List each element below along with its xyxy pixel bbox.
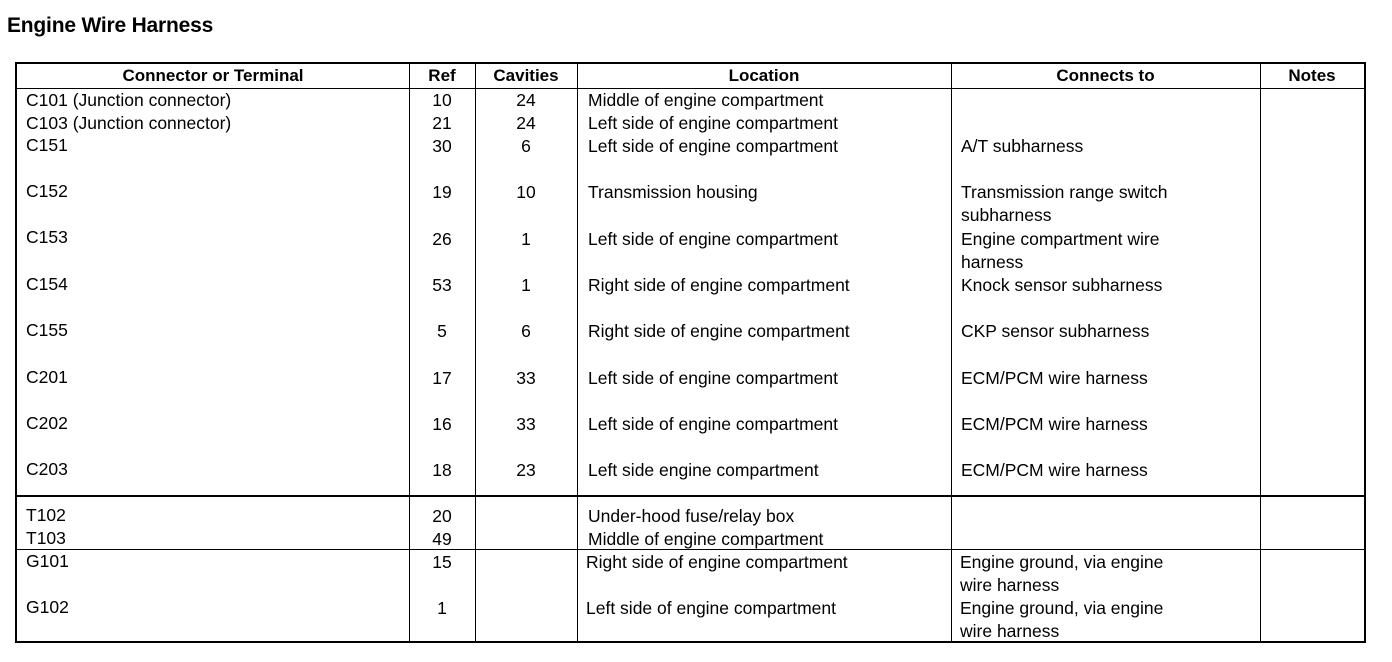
cell-connects-to: Transmission range switch	[961, 182, 1168, 202]
harness-table	[15, 62, 1366, 643]
header-notes: Notes	[1288, 66, 1336, 85]
cell-location: Left side of engine compartment	[588, 229, 839, 249]
cell-ref: 16	[432, 414, 452, 434]
cell-location: Middle of engine compartment	[588, 90, 824, 110]
cell-cavities: 10	[516, 182, 536, 202]
cell-cavities: 33	[516, 414, 536, 434]
cell-location: Left side of engine compartment	[588, 113, 839, 133]
cell-ref: 1	[437, 598, 447, 618]
cell-location: Left side of engine compartment	[586, 598, 837, 618]
column-divider	[1260, 64, 1261, 641]
cell-connector: C155	[26, 320, 68, 340]
cell-connector: T103	[26, 528, 66, 548]
cell-connects-to: Engine compartment wire	[961, 229, 1160, 249]
cell-connects-to: ECM/PCM wire harness	[961, 460, 1148, 480]
header-connects-to: Connects to	[1056, 66, 1155, 85]
cell-connector: C101 (Junction connector)	[26, 90, 232, 110]
cell-cavities: 1	[521, 229, 531, 249]
column-divider	[577, 64, 578, 641]
cell-ref: 49	[432, 529, 452, 549]
cell-connects-to-line2: wire harness	[960, 575, 1060, 595]
cell-connects-to: Engine ground, via engine	[960, 552, 1164, 572]
header-cavities: Cavities	[493, 66, 559, 85]
cell-connects-to: A/T subharness	[961, 136, 1084, 156]
cell-ref: 21	[432, 113, 452, 133]
cell-ref: 5	[437, 321, 447, 341]
cell-location: Left side engine compartment	[588, 460, 819, 480]
cell-cavities: 24	[516, 90, 536, 110]
cell-connector: C154	[26, 274, 68, 294]
cell-location: Left side of engine compartment	[588, 368, 839, 388]
cell-cavities: 23	[516, 460, 536, 480]
cell-connects-to: ECM/PCM wire harness	[961, 368, 1148, 388]
cell-ref: 19	[432, 182, 452, 202]
cell-ref: 30	[432, 136, 452, 156]
cell-ref: 17	[432, 368, 452, 388]
header-ref: Ref	[428, 66, 456, 85]
cell-connects-to-line2: subharness	[961, 205, 1052, 225]
cell-cavities: 24	[516, 113, 536, 133]
cell-location: Left side of engine compartment	[588, 136, 839, 156]
cell-cavities: 33	[516, 368, 536, 388]
cell-ref: 20	[432, 506, 452, 526]
cell-connector: C202	[26, 413, 68, 433]
cell-connects-to: Knock sensor subharness	[961, 275, 1163, 295]
cell-connector: G102	[26, 597, 69, 617]
cell-connector: C203	[26, 459, 68, 479]
cell-ref: 53	[432, 275, 452, 295]
cell-ref: 15	[432, 552, 452, 572]
section-divider	[17, 495, 1364, 497]
page-title: Engine Wire Harness	[7, 14, 214, 37]
cell-connector: C153	[26, 227, 68, 247]
cell-cavities: 6	[521, 321, 531, 341]
column-divider	[951, 64, 952, 641]
cell-ref: 18	[432, 460, 452, 480]
cell-connector: C151	[26, 135, 68, 155]
cell-location: Right side of engine compartment	[588, 321, 850, 341]
cell-connector: T102	[26, 505, 66, 525]
cell-location: Middle of engine compartment	[588, 529, 824, 549]
cell-connects-to: Engine ground, via engine	[960, 598, 1164, 618]
cell-connector: C201	[26, 367, 68, 387]
cell-connector: C152	[26, 181, 68, 201]
cell-connects-to-line2: harness	[961, 252, 1024, 272]
cell-cavities: 6	[521, 136, 531, 156]
cell-location: Right side of engine compartment	[586, 552, 848, 572]
cell-location: Left side of engine compartment	[588, 414, 839, 434]
cell-ref: 26	[432, 229, 452, 249]
cell-location: Right side of engine compartment	[588, 275, 850, 295]
cell-connects-to: ECM/PCM wire harness	[961, 414, 1148, 434]
header-connector: Connector or Terminal	[122, 66, 304, 85]
cell-location: Transmission housing	[588, 182, 758, 202]
cell-location: Under-hood fuse/relay box	[588, 506, 795, 526]
cell-cavities: 1	[521, 275, 531, 295]
cell-connects-to-line2: wire harness	[960, 621, 1060, 641]
cell-connector: C103 (Junction connector)	[26, 113, 232, 133]
cell-connects-to: CKP sensor subharness	[961, 321, 1150, 341]
cell-connector: G101	[26, 551, 69, 571]
cell-ref: 10	[432, 90, 452, 110]
header-location: Location	[728, 66, 800, 85]
